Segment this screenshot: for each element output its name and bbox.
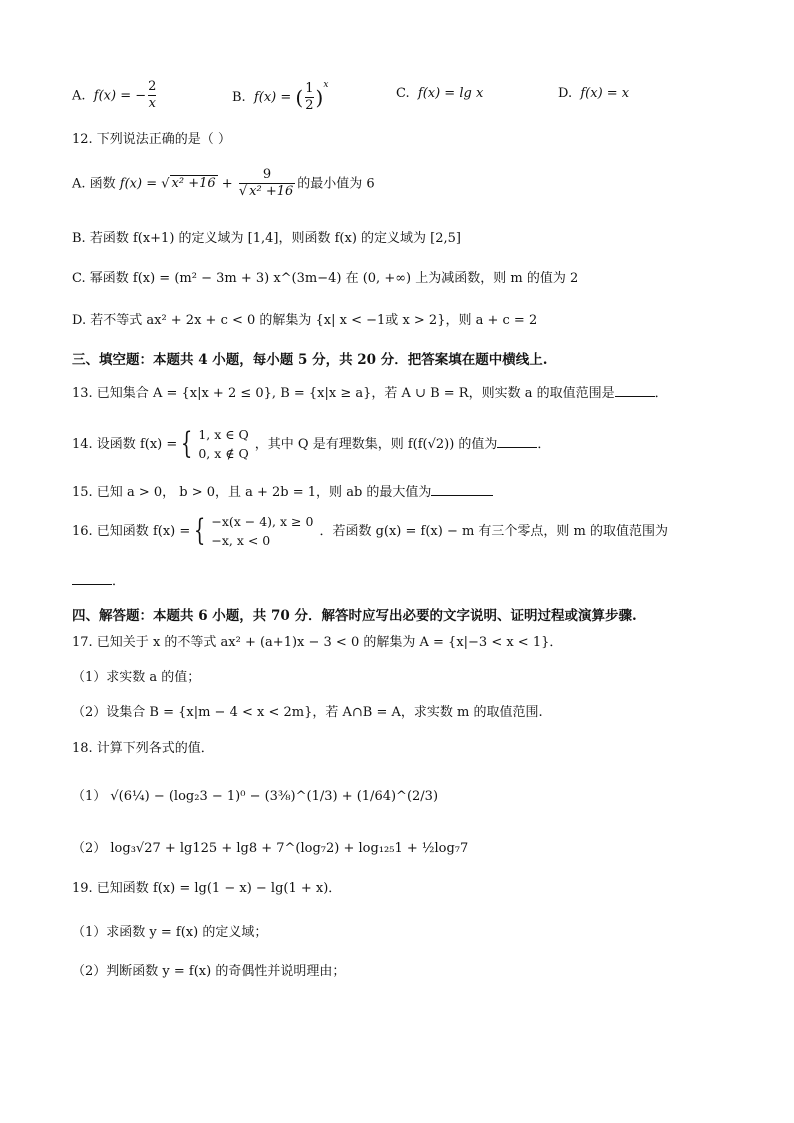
- q11-option-d: D. f(x) = x: [558, 86, 630, 101]
- q17-part-1: （1）求实数 a 的值；: [72, 670, 201, 685]
- q18-stem: 18. 计算下列各式的值．: [72, 741, 214, 756]
- q19-part-2: （2）判断函数 y = f(x) 的奇偶性并说明理由；: [72, 964, 346, 979]
- q17-stem: 17. 已知关于 x 的不等式 ax² + (a+1)x − 3 < 0 的解集为 A = {x|−3 < x < 1}．: [72, 635, 563, 650]
- q18-part-1: （1） √(6¼) − (log₂3 − 1)⁰ − (3⅜)^(1/3) + (1/64)^(2/3): [72, 789, 439, 804]
- q11-option-a: A. f(x) = − $\frac{2}{x}$: [72, 79, 157, 111]
- q13: 13. 已知集合 A = {x|x + 2 ≤ 0}, B = {x|x ≥ a}，若 A ∪ B = R，则实数 a 的取值范围是 ．: [72, 386, 668, 401]
- q16: 16. 已知函数 f(x) = { −x(x − 4), x ≥ 0 −x, x < 0 ．若函数 g(x) = f(x) − m 有三个零点，则 m 的取值范围为: [72, 513, 669, 549]
- section-3-heading: 三、填空题：本题共 4 小题，每小题 5 分，共 20 分．把答案填在题中横线上.: [72, 352, 548, 368]
- q14: 14. 设函数 f(x) = { 1, x ∈ Q 0, x ∉ Q ，其中 Q 是有理数集，则 f(f(√2)) 的值为 ．: [72, 426, 551, 462]
- q12-option-b: B. 若函数 f(x+1) 的定义域为 [1,4]，则函数 f(x) 的定义域为 [2,5]: [72, 231, 461, 246]
- q12-option-c: C. 幂函数 f(x) = (m² − 3m + 3) x^(3m−4) 在 (0, +∞) 上为减函数，则 m 的值为 2: [72, 271, 579, 286]
- q11-option-c: C. f(x) = lg x: [396, 86, 484, 101]
- q11-option-b: B. f(x) = ( $\frac{1}{2}$ )$^x$: [232, 80, 329, 113]
- q16-answer-blank: ．: [72, 572, 125, 588]
- q12-stem: 12. 下列说法正确的是（ ）: [72, 132, 231, 147]
- section-4-heading: 四、解答题：本题共 6 小题，共 70 分．解答时应写出必要的文字说明、证明过程或演算步骤.: [72, 608, 637, 624]
- q19-part-1: （1）求函数 y = f(x) 的定义域；: [72, 925, 268, 940]
- q12-option-a: A. 函数 f(x) = √ x² +16 + $\frac{9}{\text{√ x² +16}}$ 的最小值为 6: [72, 167, 375, 199]
- q15: 15. 已知 a > 0， b > 0，且 a + 2b = 1，则 ab 的最大值为: [72, 483, 493, 499]
- q18-part-2: （2） log₃√27 + lg125 + lg8 + 7^(log₇2) + log₁₂₅1 + ½log₇7: [72, 841, 469, 856]
- q19-stem: 19. 已知函数 f(x) = lg(1 − x) − lg(1 + x)．: [72, 881, 342, 896]
- q12-option-d: D. 若不等式 ax² + 2x + c < 0 的解集为 {x| x < −1或 x > 2}，则 a + c = 2: [72, 313, 538, 328]
- q17-part-2: （2）设集合 B = {x|m − 4 < x < 2m}，若 A∩B = A，求实数 m 的取值范围.: [72, 705, 543, 720]
